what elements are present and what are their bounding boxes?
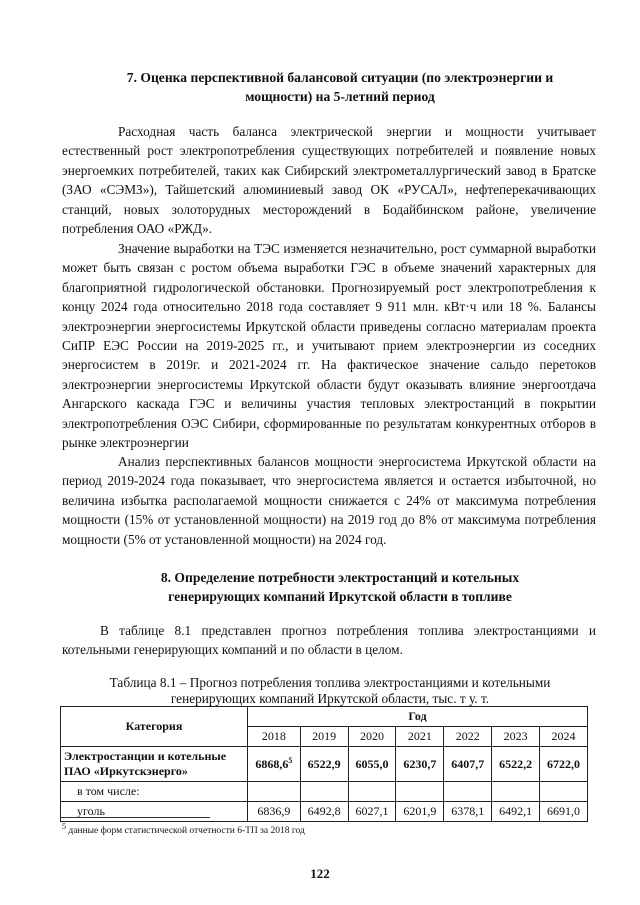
value-cell: 6522,2 (492, 747, 540, 782)
value-cell: 6492,1 (492, 802, 540, 822)
footnote (62, 822, 305, 836)
footnote-mark: 5 (62, 822, 66, 831)
value-cell: 6201,9 (396, 802, 444, 822)
section-7-title: 7. Оценка перспективной балансовой ситуации (по электроэнергии и мощности) на 5-летний период (126, 70, 554, 104)
year-cell: 2018 (248, 727, 301, 747)
table-row (61, 782, 588, 802)
section-7-paragraph-3: Анализ перспективных балансов мощности энергосистема Иркутской области на период 2019-2024 года показывает, что энергосистема является и остается избыточной, но величина избытка располагаемой мощности снижается с 24% от максимума потребления мощности (15% от установленной мощности) на 2019 год до 8% от максимума потребления мощности (5% от установленной мощности) на 2024 год. (62, 454, 596, 547)
table-row (61, 802, 588, 822)
year-cell: 2020 (348, 727, 396, 747)
footnote-divider (60, 817, 210, 818)
value-cell: 6407,7 (444, 747, 492, 782)
year-cell: 2024 (540, 727, 588, 747)
value-cell: 6055,0 (348, 747, 396, 782)
value-cell: 6868,6$^5$ (248, 747, 301, 782)
section-7-paragraph-1: Расходная часть баланса электрической энергии и мощности учитывает естественный рост электропотребления существующих потребителей и появление новых энергоемких потребителей, таких как Сибирский электрометаллургический завод в Братске (ЗАО «СЭМЗ»), Тайшетский алюминиевый завод ОК «РУСАЛ», нефтеперекачивающих станций, новых золоторудных месторождений в Бодайбинском районе, увеличение потребления ОАО «РЖД». (62, 124, 596, 237)
section-8-title: 8. Определение потребности электростанций и котельных генерирующих компаний Иркутской области в топливе (160, 570, 520, 604)
footnote-mark: 5 (288, 756, 293, 765)
year-cell: 2022 (444, 727, 492, 747)
value-cell: 6230,7 (396, 747, 444, 782)
footnote-text: данные форм статистической отчетности 6-ТП за 2018 год (68, 826, 305, 837)
year-header: Год (248, 707, 588, 727)
table-caption: Таблица 8.1 – Прогноз потребления топлива электростанциями и котельными генерирующих компаний Иркутской области, тыс. т у. т. (109, 675, 551, 706)
table-row (61, 747, 588, 782)
category-cell: уголь (61, 802, 248, 822)
category-header: Категория (61, 707, 248, 747)
value-cell: 6027,1 (348, 802, 396, 822)
value-cell: 6522,9 (300, 747, 348, 782)
section-8-paragraph: В таблице 8.1 представлен прогноз потребления топлива электростанциями и котельными генерирующих компаний и по области в целом. (62, 623, 596, 658)
value-cell: 6691,0 (540, 802, 588, 822)
value-cell: 6836,9 (248, 802, 301, 822)
value-cell: 6722,0 (540, 747, 588, 782)
section-7-paragraph-2: Значение выработки на ТЭС изменяется незначительно, рост суммарной выработки может быть связан с ростом объема выработки ГЭС в объеме значений характерных для благоприятной гидрологической обстановки. Прогнозируемый рост электропотребления к концу 2024 года относительно 2018 года составляет 9 911 млн. кВт·ч или 18 %. Балансы электроэнергии энергосистемы Иркутской области приведены согласно материалам проекта СиПР ЕЭС России на 2019-2025 гг., и учитывают прием электроэнергии из соседних энергосистем в 2019г. и 2021-2024 гг. На фактическое значение сальдо перетоков электроэнергии энергосистемы Иркутской области будут оказывать влияние энергоотдача Ангарского каскада ГЭС и величины участия тепловых электростанций в покрытии электропотребления ОЭС Сибири, сформированные по результатам конкурентных отборов в рынке электроэнергии (62, 241, 596, 451)
value-cell: 6378,1 (444, 802, 492, 822)
category-cell: в том числе: (61, 782, 248, 802)
page-number: 122 (310, 866, 330, 881)
category-cell: Электростанции и котельные ПАО «Иркутскэнерго» (61, 747, 248, 782)
fuel-forecast-table (60, 706, 588, 822)
year-cell: 2023 (492, 727, 540, 747)
year-cell: 2021 (396, 727, 444, 747)
year-cell: 2019 (300, 727, 348, 747)
value-cell: 6492,8 (300, 802, 348, 822)
